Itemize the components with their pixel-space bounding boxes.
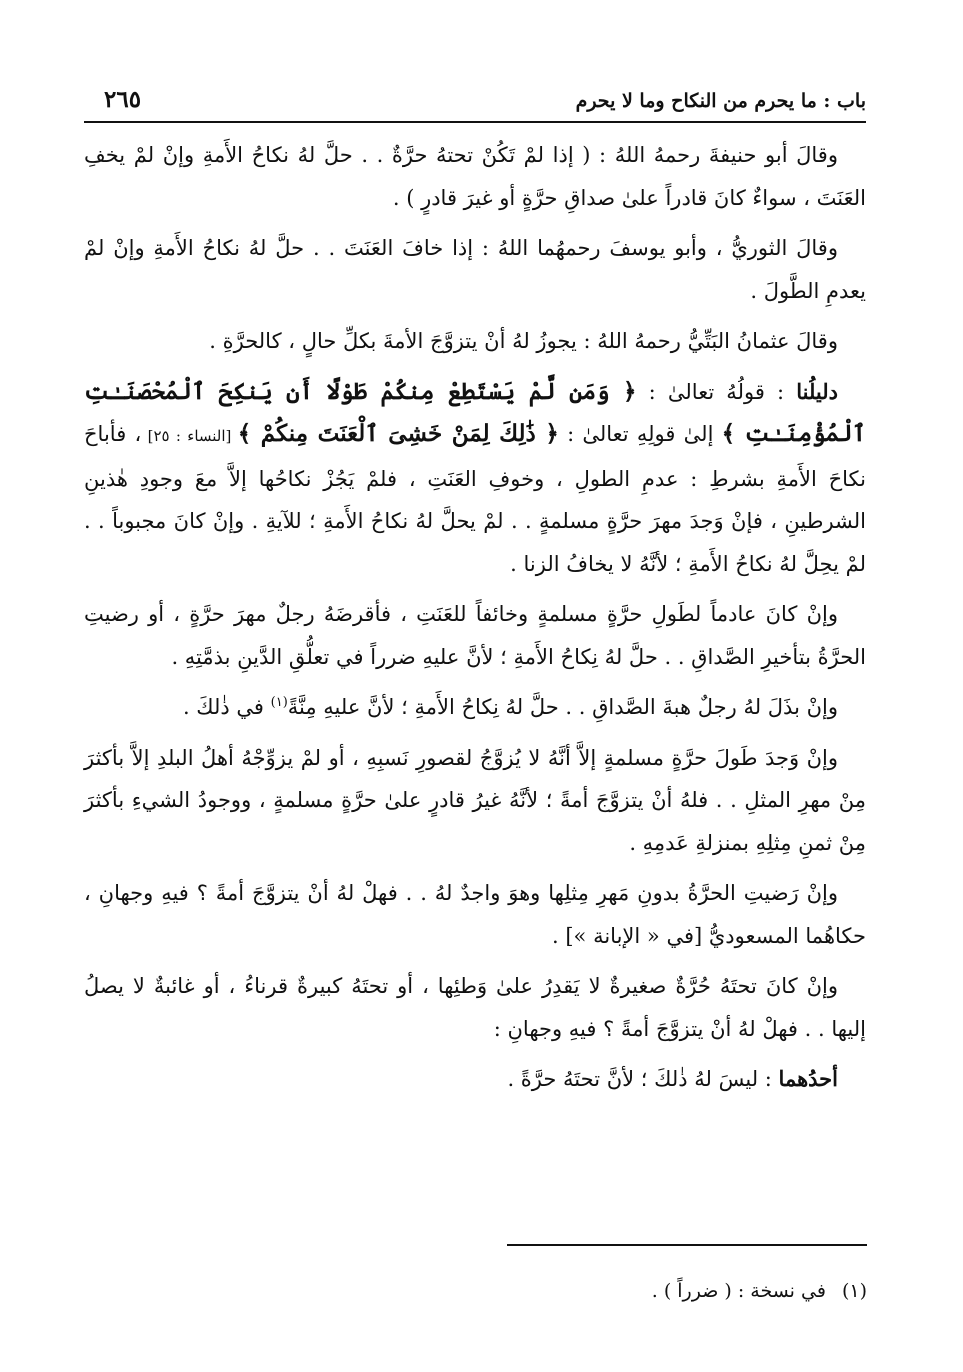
quran-verse-1: ﴿ وَمَن لَّمْ يَسْتَطِعْ مِنكُمْ طَوْلًا أَن يَنكِحَ ٱلْمُحْصَنَـٰتِ ٱلْمُؤْمِنَـٰتِ ﴾ <box>84 377 866 447</box>
gift-text-a: وإنْ بذَلَ لهُ رجلٌ هبةَ الصَّداقِ . . حلَّ لهُ نِكاحُ الأَمةِ ؛ لأنَّ عليهِ مِنَّةً <box>287 695 838 719</box>
verse-citation: [النساء : ٢٥] <box>141 427 238 445</box>
paragraph-thawri: وقالَ الثوريُّ ، وأبو يوسفَ رحمهُما اللهُ : إذا خافَ العَنَتَ . . حلَّ لهُ نكاحُ الأَمةِ وإنْ لمْ يعدمِ الطَّولَ . <box>84 236 866 303</box>
evidence-text-a: : قولُهُ تعالىٰ : <box>636 379 797 404</box>
header-rule <box>84 121 866 123</box>
paragraph-batti: وقالَ عثمانُ البَتِّيُّ رحمهُ اللهُ : يجوزُ لهُ أنْ يتزوَّجَ الأمةَ بكلِّ حالٍ ، كالحرَّةِ . <box>209 329 838 353</box>
evidence-lead-word: دليلُنا <box>796 378 838 404</box>
chapter-title: باب : ما يحرم من النكاح وما لا يحرم <box>575 90 866 112</box>
paragraph-abu-hanifa: وقالَ أبو حنيفةَ رحمهُ اللهُ : ( إذا لمْ تَكُنْ تحتهُ حرَّةٌ . . حلَّ لهُ نكاحُ الأَمةِ وإنْ لمْ يخفِ العَنَتَ ، سواءٌ كانَ قادراً علىٰ صداقِ حرَّةٍ أو غيرَ قادرٍ ) . <box>84 143 866 210</box>
footnote <box>167 1276 867 1306</box>
paragraph-loan: وإنْ كانَ عادماً لطَولِ حرَّةٍ مسلمةٍ وخائفاً للعَنَتِ ، فأقرضَهُ رجلٌ مهرَ حرَّةٍ ، أو رضيتِ الحرَّةُ بتأخيرِ الصَّداقِ . . حلَّ لهُ نِكاحُ الأَمةِ ؛ لأنَّ عليهِ ضرراً في تعلُّقِ الدَّينِ بذمَّتِهِ . <box>84 602 866 669</box>
first-view-lead: أحدُهما <box>778 1066 838 1091</box>
page-number: ٢٦٥ <box>104 86 142 113</box>
evidence-text-c: ، فأباحَ نكاحَ الأَمةِ بشرطِ : عدمِ الطولِ ، وخوفِ العَنَتِ ، فلمْ يَجُزْ نكاحُها إلاَّ معَ وجودِ هٰذينِ الشرطينِ ، فإنْ وَجدَ مهرَ حرَّةٍ مسلمةٍ . . لمْ يحلَّ لهُ نكاحُ الأَمةِ ؛ للآيةِ . وإنْ كانَ مجبوباً . . لمْ يحِلَّ لهُ نكاحُ الأَمةِ ؛ لأنَّهُ لا يخافُ الزنا . <box>84 422 866 576</box>
gift-text-b: في ذٰلكَ . <box>182 695 271 719</box>
paragraph-first-view <box>84 1058 866 1101</box>
running-head <box>84 86 866 120</box>
footnote-number: (١) <box>841 1280 867 1302</box>
evidence-text-b: إلىٰ قولِهِ تعالىٰ : <box>558 422 722 446</box>
footnote-marker[interactable]: (١) <box>270 695 288 710</box>
quran-verse-2: ﴿ ذَٰلِكَ لِمَنْ خَشِىَ ٱلْعَنَتَ مِنكُمْ ﴾ <box>237 420 559 447</box>
paragraph-evidence <box>84 371 866 586</box>
paragraph-lineage: وإنْ وَجدَ طَولَ حرَّةٍ مسلمةٍ إلاَّ أنَّهُ لا يُزوَّجُ لقصورِ نَسبِهِ ، أو لمْ يزوِّجْهُ أهلُ البلدِ إلاَّ بأكثرَ مِنْ مهرِ المثلِ . . فلهُ أنْ يتزوَّجَ أمةً ؛ لأنَّهُ غيرُ قادرٍ علىٰ حرَّةٍ مسلمةٍ ، ووجودُ الشيءِ بأكثرَ مِنْ ثمنِ مِثلِهِ بمنزلةِ عَدمِهِ . <box>84 745 866 855</box>
footnote-rule <box>507 1244 867 1246</box>
paragraph-gift <box>84 686 866 729</box>
first-view-text: : ليسَ لهُ ذٰلكَ ؛ لأنَّ تحتَهُ حرَّةً . <box>507 1067 779 1091</box>
main-text <box>84 134 866 1109</box>
paragraph-reduced-dowry: وإنْ رَضيتِ الحرَّةُ بدونِ مَهرِ مِثلِها وهوَ واجدٌ لهُ . . فهلْ لهُ أنْ يتزوَّجَ أمةً ؟ فيهِ وجهانِ ، حكاهُما المسعوديُّ [في « الإبانة »] . <box>84 881 866 948</box>
footnote-text: في نسخة : ( ضرراً ) . <box>651 1280 826 1302</box>
paragraph-young-wife: وإنْ كانَ تحتَهُ حُرَّةٌ صغيرةٌ لا يَقدِرُ علىٰ وَطئِها ، أو تحتَهُ كبيرةٌ قرناءُ ، أو غائبةٌ لا يصلُ إليها . . فهلْ لهُ أنْ يتزوَّجَ أمةً ؟ فيهِ وجهانِ : <box>84 974 866 1041</box>
